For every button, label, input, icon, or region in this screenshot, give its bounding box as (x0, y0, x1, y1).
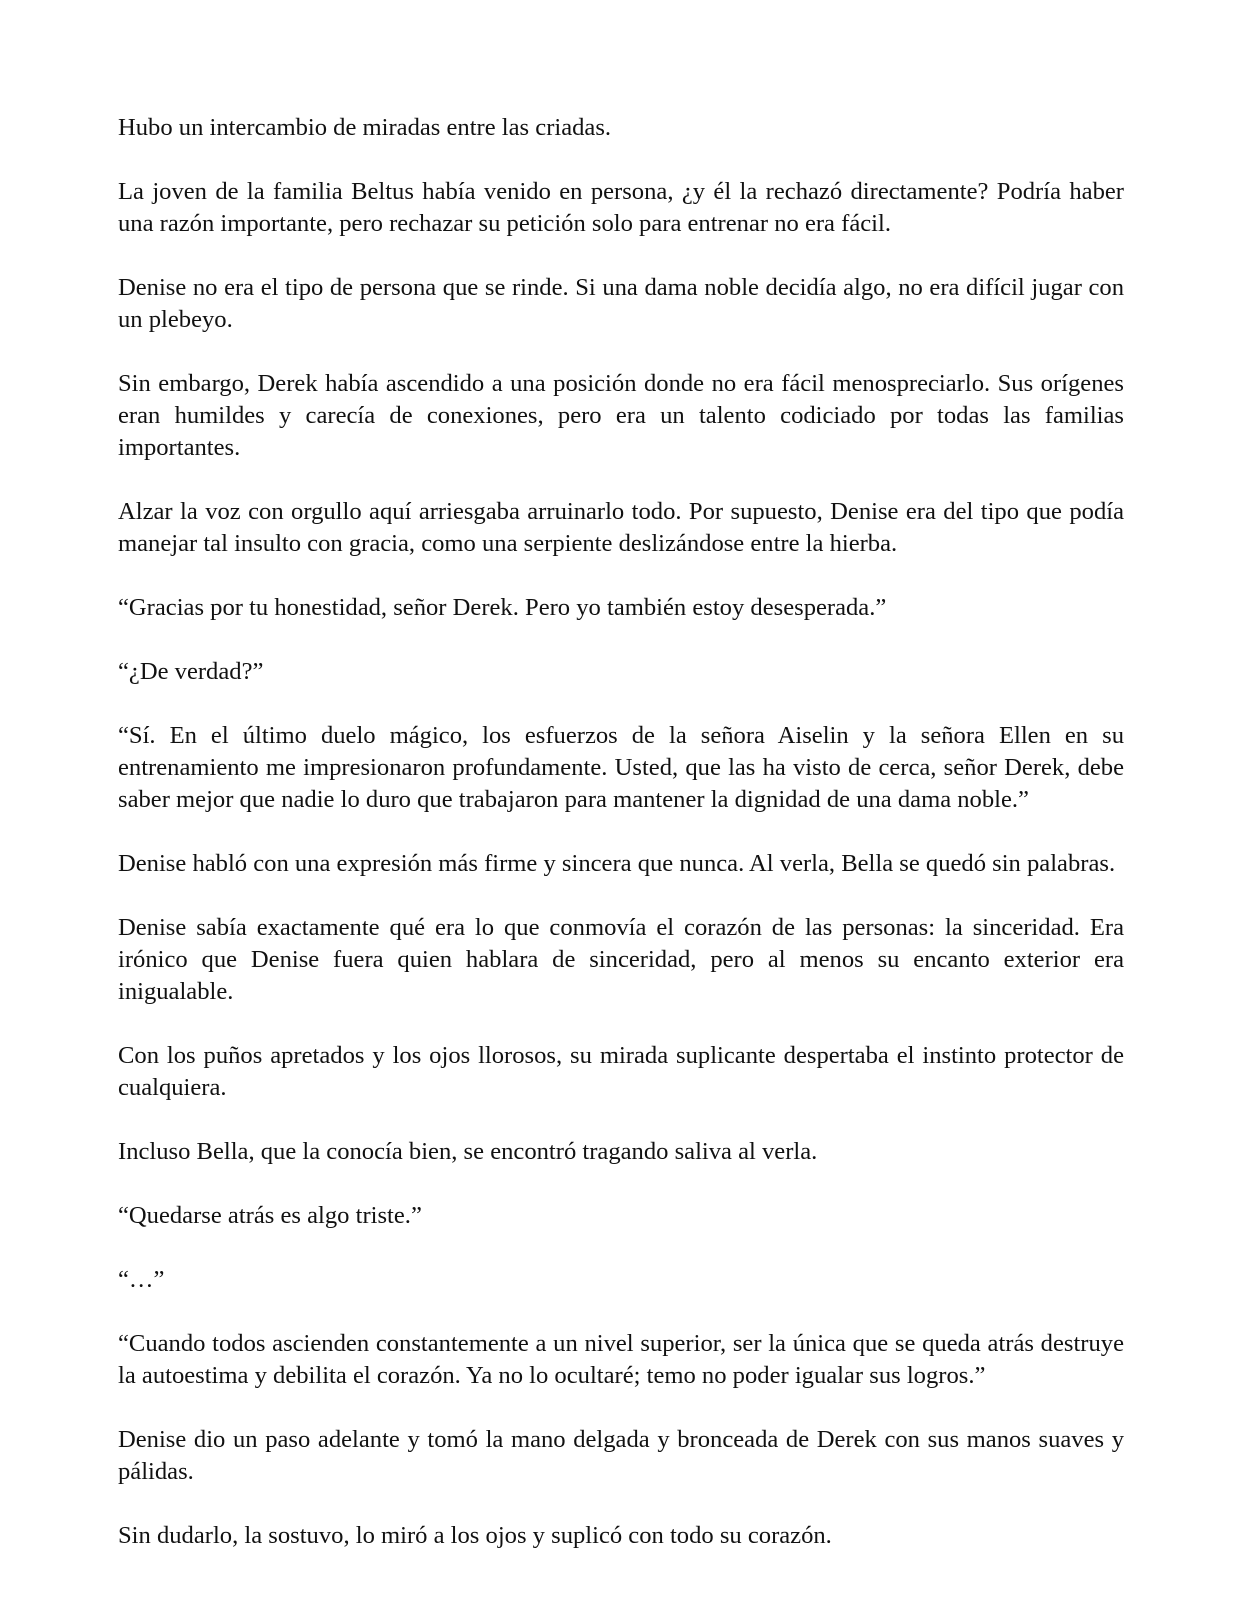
paragraph-15: “Cuando todos ascienden constantemente a un nivel superior, ser la única que se queda atrás destruye la autoestima y debilita el corazón. Ya no lo ocultaré; temo no poder igualar sus logros.” (118, 1330, 1124, 1389)
paragraph-5: Alzar la voz con orgullo aquí arriesgaba arruinarlo todo. Por supuesto, Denise era del tipo que podía manejar tal insulto con gracia, como una serpiente deslizándose entre la hierba. (118, 498, 1124, 557)
paragraph-8: “Sí. En el último duelo mágico, los esfuerzos de la señora Aiselin y la señora Ellen en su entrenamiento me impresionaron profundamente. Usted, que las ha visto de cerca, señor Derek, debe saber mejor que nadie lo duro que trabajaron para mantener la dignidad de una dama noble.” (118, 722, 1124, 813)
paragraph-16: Denise dio un paso adelante y tomó la mano delgada y bronceada de Derek con sus manos suaves y pálidas. (118, 1426, 1124, 1485)
paragraph-14: “…” (118, 1266, 165, 1293)
paragraph-11: Con los puños apretados y los ojos llorosos, su mirada suplicante despertaba el instinto protector de cualquiera. (118, 1042, 1124, 1101)
paragraph-17: Sin dudarlo, la sostuvo, lo miró a los ojos y suplicó con todo su corazón. (118, 1522, 832, 1549)
paragraph-9: Denise habló con una expresión más firme y sincera que nunca. Al verla, Bella se quedó sin palabras. (118, 850, 1116, 877)
document-body (118, 112, 1124, 1584)
paragraph-3: Denise no era el tipo de persona que se rinde. Si una dama noble decidía algo, no era difícil jugar con un plebeyo. (118, 274, 1124, 333)
paragraph-7: “¿De verdad?” (118, 658, 264, 685)
paragraph-2: La joven de la familia Beltus había venido en persona, ¿y él la rechazó directamente? Podría haber una razón importante, pero rechazar su petición solo para entrenar no era fácil. (118, 178, 1124, 237)
paragraph-1: Hubo un intercambio de miradas entre las criadas. (118, 114, 612, 141)
paragraph-13: “Quedarse atrás es algo triste.” (118, 1202, 422, 1229)
paragraph-10: Denise sabía exactamente qué era lo que conmovía el corazón de las personas: la sinceridad. Era irónico que Denise fuera quien hablara de sinceridad, pero al menos su encanto exterior era inigualable. (118, 914, 1124, 1005)
paragraph-6: “Gracias por tu honestidad, señor Derek. Pero yo también estoy desesperada.” (118, 594, 887, 621)
paragraph-4: Sin embargo, Derek había ascendido a una posición donde no era fácil menospreciarlo. Sus orígenes eran humildes y carecía de conexiones, pero era un talento codiciado por todas las familias importantes. (118, 370, 1124, 461)
paragraph-12: Incluso Bella, que la conocía bien, se encontró tragando saliva al verla. (118, 1138, 818, 1165)
